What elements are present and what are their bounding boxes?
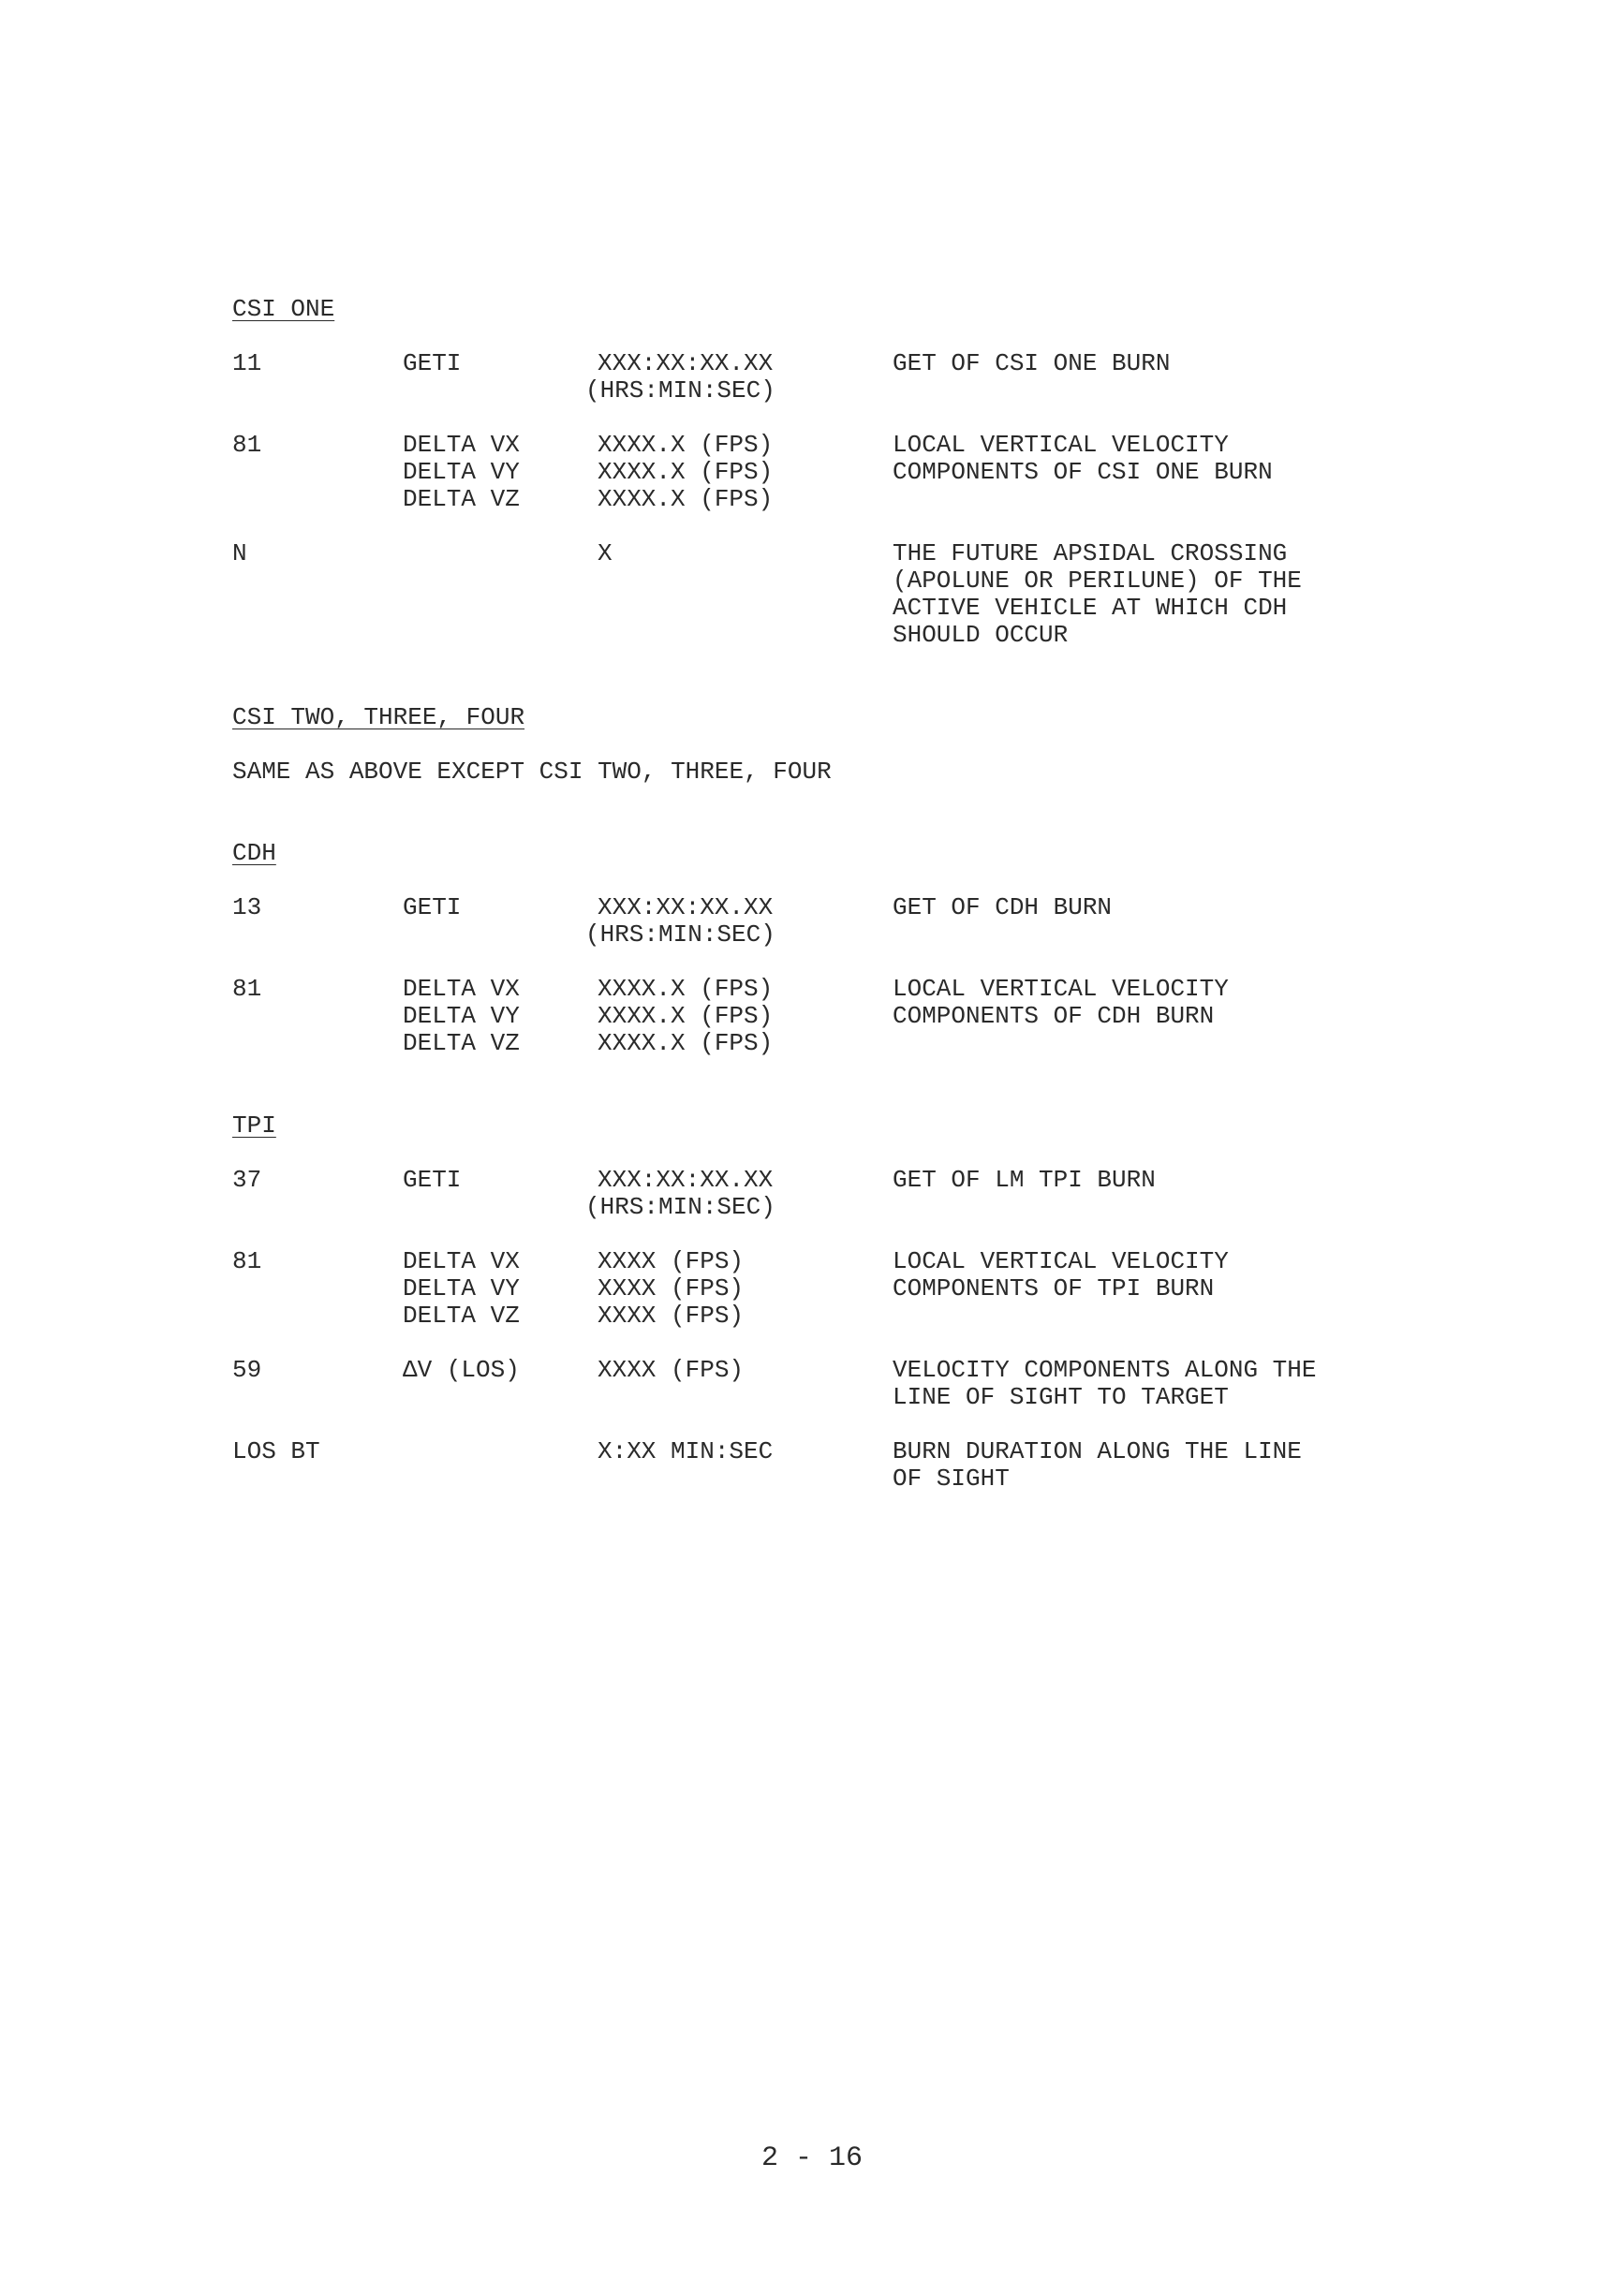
- row-value: [598, 976, 773, 1057]
- row-id: N: [232, 539, 247, 567]
- row-parameter-line: GETI: [403, 893, 462, 921]
- row-value: [598, 540, 613, 567]
- row-value-line: X: [598, 539, 613, 567]
- row-value-line: XXXX.X (FPS): [598, 975, 774, 1003]
- section-heading: CDH: [232, 839, 276, 867]
- table-row: [232, 1248, 1450, 1330]
- row-description: [893, 1167, 1156, 1194]
- row-id: 11: [232, 349, 262, 377]
- table-row: [232, 540, 1450, 649]
- row-description: [893, 1357, 1316, 1411]
- row-value-line: XXX:XX:XX.XX: [598, 893, 774, 921]
- row-parameter: [403, 432, 520, 513]
- row-description-line: (APOLUNE OR PERILUNE) OF THE: [893, 567, 1302, 595]
- row-parameter-line: GETI: [403, 1166, 462, 1194]
- row-description-line: GET OF CDH BURN: [893, 893, 1113, 921]
- row-id: 37: [232, 1166, 262, 1194]
- row-parameter-line: DELTA VZ: [403, 485, 520, 513]
- row-description-line: GET OF LM TPI BURN: [893, 1166, 1156, 1194]
- row-description-line: GET OF CSI ONE BURN: [893, 349, 1171, 377]
- row-parameter-line: DELTA VX: [403, 975, 520, 1003]
- section-tpi: [232, 1112, 1450, 1493]
- row-value-line: XXXX.X (FPS): [598, 485, 774, 513]
- row-id: 81: [232, 431, 262, 459]
- row-description-line: LOCAL VERTICAL VELOCITY: [893, 431, 1229, 459]
- section-heading: CSI TWO, THREE, FOUR: [232, 703, 525, 731]
- row-parameter: [403, 350, 461, 377]
- row-parameter: [403, 1357, 520, 1384]
- table-row: [232, 894, 1450, 949]
- page-number: 2 - 16: [760, 2142, 864, 2174]
- section-heading: CSI ONE: [232, 295, 335, 323]
- row-description-line: ACTIVE VEHICLE AT WHICH CDH: [893, 594, 1288, 622]
- row-value-line: XXXX.X (FPS): [598, 1002, 774, 1030]
- row-value-line: (HRS:MIN:SEC): [585, 1193, 775, 1221]
- section-heading: TPI: [232, 1111, 276, 1140]
- row-value-line: XXXX.X (FPS): [598, 1029, 774, 1057]
- row-parameter: [403, 1167, 461, 1194]
- row-parameter: [403, 976, 520, 1057]
- row-value: [585, 893, 788, 949]
- row-value-line: XXXX.X (FPS): [598, 458, 774, 486]
- row-parameter-line: DELTA VY: [403, 1002, 520, 1030]
- row-parameter-line: DELTA VY: [403, 458, 520, 486]
- row-id: 81: [232, 1247, 262, 1275]
- row-value: [598, 1248, 744, 1330]
- row-description-line: COMPONENTS OF CDH BURN: [893, 1002, 1215, 1030]
- row-description-line: VELOCITY COMPONENTS ALONG THE: [893, 1356, 1317, 1384]
- row-description-line: BURN DURATION ALONG THE LINE: [893, 1437, 1302, 1465]
- row-value-line: XXXX (FPS): [598, 1247, 745, 1275]
- row-description: [893, 432, 1273, 486]
- row-value-line: XXXX (FPS): [598, 1356, 745, 1384]
- row-description-line: OF SIGHT: [893, 1464, 1010, 1493]
- row-parameter-line: GETI: [403, 349, 462, 377]
- row-parameter-line: DELTA VX: [403, 1247, 520, 1275]
- row-description-line: LOCAL VERTICAL VELOCITY: [893, 1247, 1229, 1275]
- row-description-line: THE FUTURE APSIDAL CROSSING: [893, 539, 1288, 567]
- row-value-line: X:XX MIN:SEC: [598, 1437, 774, 1465]
- row-value: [585, 1166, 788, 1221]
- row-parameter-line: DELTA VZ: [403, 1029, 520, 1057]
- row-description-line: COMPONENTS OF TPI BURN: [893, 1274, 1215, 1303]
- row-description: [893, 350, 1170, 377]
- row-value-line: (HRS:MIN:SEC): [585, 920, 775, 949]
- row-parameter-line: ΔV (LOS): [403, 1356, 520, 1384]
- row-value-line: (HRS:MIN:SEC): [585, 376, 775, 405]
- row-value-line: XXX:XX:XX.XX: [598, 1166, 774, 1194]
- row-value: [585, 349, 788, 405]
- table-row: [232, 432, 1450, 513]
- row-id: 59: [232, 1356, 262, 1384]
- section-csi-one: [232, 296, 1450, 649]
- row-description-line: SHOULD OCCUR: [893, 621, 1069, 649]
- row-value-line: XXXX (FPS): [598, 1274, 745, 1303]
- row-value: [598, 1357, 744, 1384]
- table-row: [232, 976, 1450, 1057]
- row-parameter-line: DELTA VY: [403, 1274, 520, 1303]
- table-row: [232, 1167, 1450, 1221]
- row-value: [598, 1438, 773, 1465]
- row-parameter: [403, 1248, 520, 1330]
- row-description-line: LINE OF SIGHT TO TARGET: [893, 1383, 1229, 1411]
- row-description: [893, 1438, 1302, 1493]
- row-description: [893, 976, 1229, 1030]
- row-id: 13: [232, 893, 262, 921]
- row-value: [598, 432, 773, 513]
- row-id: LOS BT: [232, 1437, 320, 1465]
- row-parameter-line: DELTA VZ: [403, 1302, 520, 1330]
- row-description-line: LOCAL VERTICAL VELOCITY: [893, 975, 1229, 1003]
- row-id: 81: [232, 975, 262, 1003]
- table-row: [232, 1438, 1450, 1493]
- row-value-line: XXX:XX:XX.XX: [598, 349, 774, 377]
- row-description: [893, 894, 1112, 921]
- table-row: [232, 1357, 1450, 1411]
- row-description: [893, 540, 1302, 649]
- row-value-line: XXXX.X (FPS): [598, 431, 774, 459]
- row-parameter-line: DELTA VX: [403, 431, 520, 459]
- row-parameter: [403, 894, 461, 921]
- section-note: SAME AS ABOVE EXCEPT CSI TWO, THREE, FOUR: [232, 758, 832, 786]
- row-description-line: COMPONENTS OF CSI ONE BURN: [893, 458, 1273, 486]
- row-description: [893, 1248, 1229, 1303]
- table-row: [232, 350, 1450, 405]
- section-csi-two-three-four: [232, 704, 1450, 786]
- row-value-line: XXXX (FPS): [598, 1302, 745, 1330]
- section-cdh: [232, 840, 1450, 1057]
